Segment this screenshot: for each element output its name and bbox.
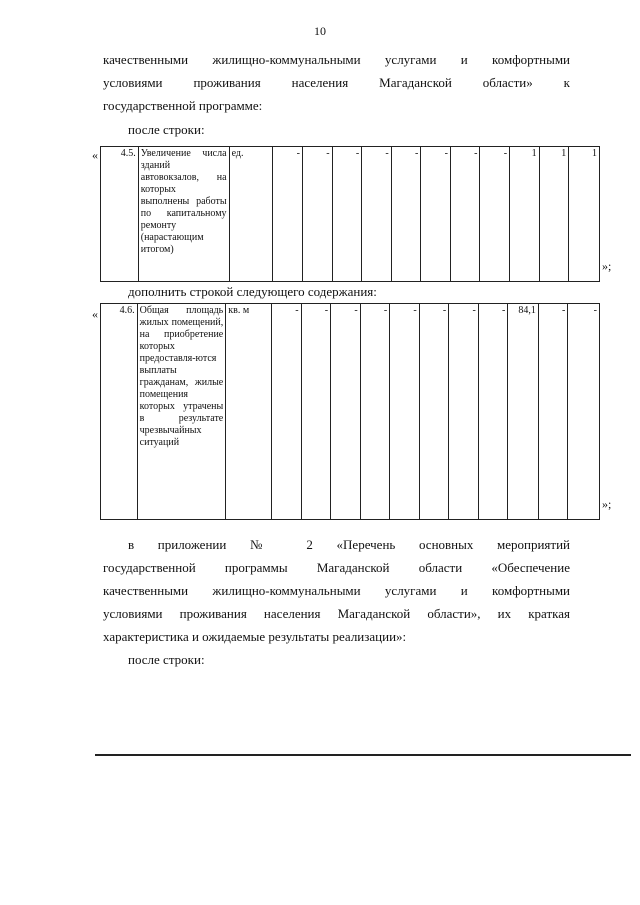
- value-cell: -: [568, 304, 600, 520]
- value-cell: -: [303, 147, 333, 282]
- page-number: 10: [314, 24, 326, 38]
- value-cell: -: [331, 304, 361, 520]
- unit-cell: кв. м: [226, 304, 272, 520]
- table-row: [101, 304, 600, 520]
- supplement-line: дополнить строкой следующего содержания:: [128, 284, 377, 299]
- value-cell: -: [301, 304, 331, 520]
- close-quote-1: »;: [602, 259, 612, 273]
- value-cell: -: [421, 147, 451, 282]
- value-cell: 1: [510, 147, 540, 282]
- value-cell: -: [273, 147, 303, 282]
- value-cell: -: [480, 147, 510, 282]
- value-cell: 1: [569, 147, 600, 282]
- value-cell: -: [538, 304, 568, 520]
- table-row: [101, 147, 600, 282]
- appendix-line-2: государственной программы Магаданской области «Обеспечение: [103, 560, 570, 575]
- value-cell: -: [450, 147, 480, 282]
- intro-line-3: государственной программе:: [103, 98, 263, 113]
- indicator-table-2: [100, 303, 600, 520]
- value-cell: -: [362, 147, 392, 282]
- value-cell: -: [391, 147, 421, 282]
- value-cell: -: [449, 304, 479, 520]
- row-number: 4.5.: [101, 147, 139, 282]
- intro-line-2: условиями проживания населения Магаданской области» к: [103, 75, 570, 90]
- value-cell: -: [478, 304, 508, 520]
- indicator-table-1: [100, 146, 600, 282]
- appendix-line-5: характеристика и ожидаемые результаты реализации»:: [103, 629, 407, 644]
- unit-cell: ед.: [229, 147, 273, 282]
- indicator-name: Увеличение числа зданий автовокзалов, на которых выполнены работы по капитальному ремонту (нарастающим итогом): [138, 147, 229, 282]
- after-row-label-2: после строки:: [128, 652, 205, 667]
- open-quote-2: «: [92, 307, 98, 321]
- open-quote-1: «: [92, 148, 98, 162]
- value-cell: -: [419, 304, 449, 520]
- close-quote-2: »;: [602, 497, 612, 511]
- value-cell: 1: [539, 147, 569, 282]
- appendix-line-3: качественными жилищно-коммунальными услугами и комфортными: [103, 583, 570, 598]
- row-number: 4.6.: [101, 304, 138, 520]
- intro-line-1: качественными жилищно-коммунальными услугами и комфортными: [103, 52, 570, 67]
- appendix-line-1: в приложении № 2 «Перечень основных мероприятий: [128, 537, 570, 552]
- after-row-label-1: после строки:: [128, 122, 205, 137]
- appendix-line-4: условиями проживания населения Магаданской области», их краткая: [103, 606, 570, 621]
- value-cell: -: [332, 147, 362, 282]
- value-cell: 84,1: [508, 304, 539, 520]
- indicator-name: Общая площадь жилых помещений, на приобретение которых предоставля-ются выплаты гражданам, жилые помещения которых утрачены в результате чрезвычайных ситуаций: [137, 304, 226, 520]
- value-cell: -: [390, 304, 420, 520]
- divider-line: [95, 754, 631, 756]
- value-cell: -: [360, 304, 390, 520]
- value-cell: -: [272, 304, 302, 520]
